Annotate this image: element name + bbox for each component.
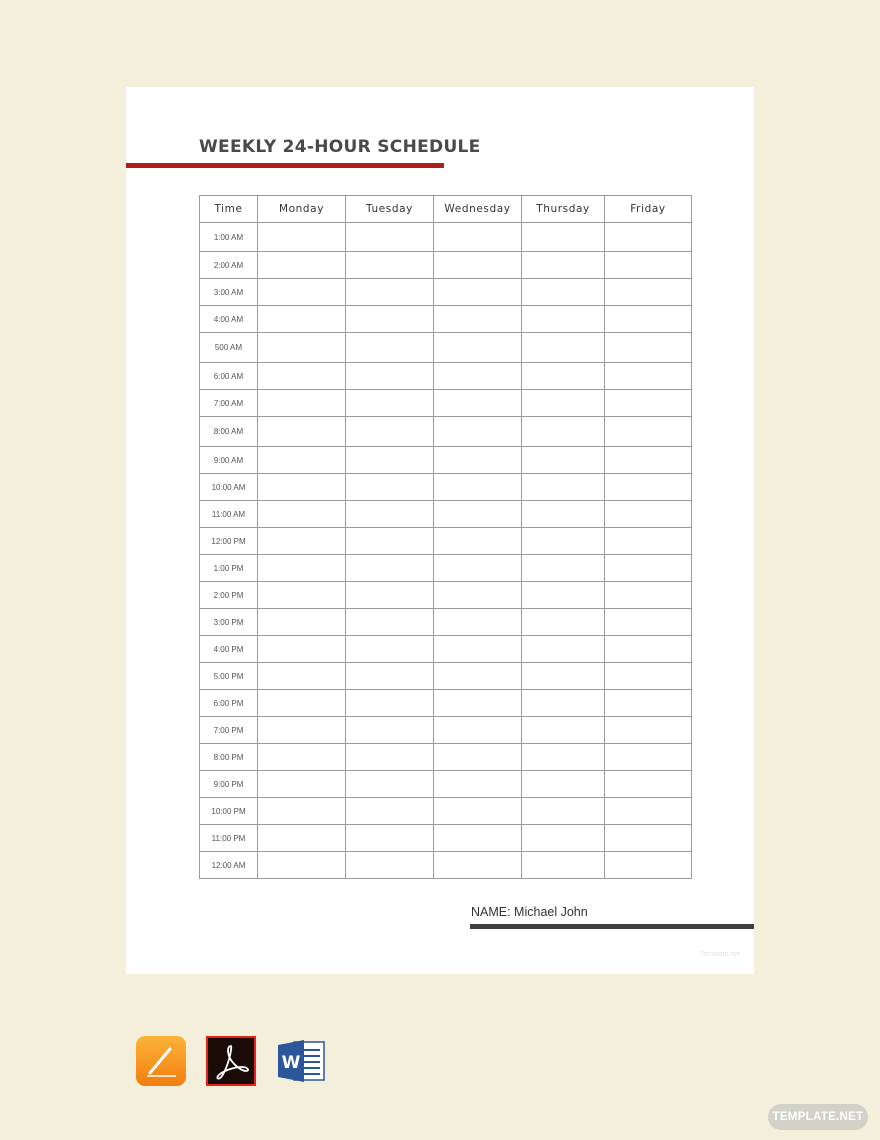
schedule-cell[interactable] [434,825,522,852]
schedule-cell[interactable] [258,825,346,852]
schedule-cell[interactable] [258,744,346,771]
schedule-cell[interactable] [346,717,434,744]
schedule-cell[interactable] [434,798,522,825]
table-row [200,501,692,528]
watermark-text: Template.net [699,951,740,958]
schedule-cell[interactable] [434,663,522,690]
schedule-cell[interactable] [605,798,692,825]
schedule-cell[interactable] [346,555,434,582]
schedule-cell[interactable] [605,306,692,333]
schedule-cell[interactable] [522,717,605,744]
schedule-cell[interactable] [522,306,605,333]
time-cell: 3:00 AM [200,279,258,306]
schedule-cell[interactable] [605,582,692,609]
schedule-cell[interactable] [258,447,346,474]
time-cell: 12:00 PM [200,528,258,555]
schedule-cell[interactable] [605,279,692,306]
template-net-badge[interactable]: TEMPLATE.NET [768,1104,868,1130]
schedule-cell[interactable] [522,333,605,363]
schedule-cell[interactable] [605,744,692,771]
schedule-cell[interactable] [258,223,346,252]
schedule-cell[interactable] [346,771,434,798]
schedule-cell[interactable] [258,771,346,798]
table-row [200,798,692,825]
schedule-cell[interactable] [346,690,434,717]
column-header: Thursday [522,196,605,223]
schedule-cell[interactable] [346,333,434,363]
acrobat-icon[interactable] [206,1036,256,1086]
time-cell: 2:00 PM [200,582,258,609]
time-cell: 11:00 PM [200,825,258,852]
table-row [200,744,692,771]
schedule-cell[interactable] [522,609,605,636]
table-row [200,252,692,279]
schedule-cell[interactable] [434,771,522,798]
table-row [200,447,692,474]
schedule-cell[interactable] [605,417,692,447]
schedule-cell[interactable] [346,417,434,447]
word-icon[interactable] [276,1036,326,1086]
time-cell: 6:00 AM [200,363,258,390]
schedule-cell[interactable] [258,852,346,879]
schedule-cell[interactable] [258,390,346,417]
time-cell: 9:00 PM [200,771,258,798]
schedule-cell[interactable] [258,474,346,501]
table-row [200,223,692,252]
schedule-cell[interactable] [258,279,346,306]
schedule-table [199,195,692,879]
schedule-cell[interactable] [605,609,692,636]
column-header: Wednesday [434,196,522,223]
schedule-cell[interactable] [346,501,434,528]
schedule-cell[interactable] [522,744,605,771]
acrobat-logo-icon [208,1038,254,1084]
schedule-cell[interactable] [605,771,692,798]
title-underline [126,163,444,168]
schedule-cell[interactable] [522,528,605,555]
schedule-cell[interactable] [346,390,434,417]
schedule-cell[interactable] [522,690,605,717]
schedule-cell[interactable] [605,717,692,744]
schedule-cell[interactable] [346,306,434,333]
table-row [200,528,692,555]
table-row [200,306,692,333]
time-cell: 3:00 PM [200,609,258,636]
schedule-cell[interactable] [522,474,605,501]
schedule-cell[interactable] [522,852,605,879]
schedule-cell[interactable] [434,528,522,555]
schedule-cell[interactable] [434,555,522,582]
page-title: WEEKLY 24-HOUR SCHEDULE [199,137,481,157]
schedule-cell[interactable] [605,474,692,501]
table-row [200,474,692,501]
time-cell: 4:00 PM [200,636,258,663]
schedule-cell[interactable] [258,717,346,744]
table-row [200,690,692,717]
schedule-cell[interactable] [346,744,434,771]
table-row [200,417,692,447]
schedule-cell[interactable] [605,528,692,555]
schedule-cell[interactable] [522,636,605,663]
schedule-cell[interactable] [258,798,346,825]
schedule-cell[interactable] [522,447,605,474]
schedule-cell[interactable] [522,363,605,390]
table-row [200,555,692,582]
schedule-cell[interactable] [434,744,522,771]
header-row [200,196,692,223]
table-row [200,390,692,417]
schedule-cell[interactable] [258,417,346,447]
schedule-cell[interactable] [434,582,522,609]
time-cell: 1:00 PM [200,555,258,582]
schedule-cell[interactable] [346,279,434,306]
schedule-cell[interactable] [434,717,522,744]
time-cell: 10:00 PM [200,798,258,825]
schedule-cell[interactable] [434,474,522,501]
schedule-cell[interactable] [522,582,605,609]
schedule-cell[interactable] [434,609,522,636]
time-cell: 6:00 PM [200,690,258,717]
schedule-sheet [126,87,754,974]
time-cell: 4:00 AM [200,306,258,333]
schedule-cell[interactable] [346,363,434,390]
schedule-cell[interactable] [258,609,346,636]
schedule-cell[interactable] [346,798,434,825]
time-cell: 8:00 PM [200,744,258,771]
schedule-cell[interactable] [605,663,692,690]
schedule-cell[interactable] [346,474,434,501]
schedule-cell[interactable] [434,447,522,474]
table-row [200,609,692,636]
column-header: Friday [605,196,692,223]
schedule-cell[interactable] [346,609,434,636]
table-row [200,636,692,663]
time-cell: 500 AM [200,333,258,363]
schedule-cell[interactable] [605,252,692,279]
table-row [200,771,692,798]
schedule-cell[interactable] [605,223,692,252]
time-cell: 1:00 AM [200,223,258,252]
schedule-cell[interactable] [522,417,605,447]
schedule-cell[interactable] [605,363,692,390]
schedule-cell[interactable] [258,252,346,279]
table-row [200,852,692,879]
schedule-cell[interactable] [434,363,522,390]
schedule-cell[interactable] [258,690,346,717]
schedule-cell[interactable] [434,306,522,333]
time-cell: 2:00 AM [200,252,258,279]
time-cell: 8:00 AM [200,417,258,447]
schedule-cell[interactable] [346,825,434,852]
schedule-cell[interactable] [522,223,605,252]
schedule-cell[interactable] [258,528,346,555]
table-row [200,825,692,852]
schedule-cell[interactable] [522,771,605,798]
schedule-cell[interactable] [434,252,522,279]
schedule-cell[interactable] [605,501,692,528]
word-logo-icon [276,1036,326,1086]
schedule-cell[interactable] [522,663,605,690]
schedule-cell[interactable] [605,636,692,663]
schedule-cell[interactable] [434,852,522,879]
schedule-cell[interactable] [346,663,434,690]
pages-icon[interactable] [136,1036,186,1086]
schedule-cell[interactable] [522,501,605,528]
schedule-cell[interactable] [605,555,692,582]
pencil-icon [136,1036,186,1086]
schedule-cell[interactable] [434,636,522,663]
column-header: Tuesday [346,196,434,223]
schedule-cell[interactable] [258,636,346,663]
schedule-cell[interactable] [522,252,605,279]
time-cell: 7:00 PM [200,717,258,744]
schedule-cell[interactable] [434,390,522,417]
table-row [200,363,692,390]
schedule-cell[interactable] [346,252,434,279]
schedule-cell[interactable] [605,333,692,363]
table-row [200,582,692,609]
schedule-cell[interactable] [346,447,434,474]
schedule-cell[interactable] [605,447,692,474]
schedule-cell[interactable] [522,390,605,417]
schedule-cell[interactable] [522,555,605,582]
schedule-cell[interactable] [258,363,346,390]
schedule-cell[interactable] [346,223,434,252]
time-cell: 7:00 AM [200,390,258,417]
time-cell: 12:00 AM [200,852,258,879]
schedule-cell[interactable] [346,582,434,609]
schedule-cell[interactable] [258,306,346,333]
schedule-cell[interactable] [605,690,692,717]
svg-text:W: W [281,1053,301,1073]
table-row [200,333,692,363]
table-row [200,717,692,744]
time-cell: 11:00 AM [200,501,258,528]
schedule-cell[interactable] [522,798,605,825]
schedule-cell[interactable] [434,501,522,528]
schedule-cell[interactable] [434,333,522,363]
table-row [200,663,692,690]
column-header: Time [200,196,258,223]
name-field-label: NAME: Michael John [471,905,588,919]
name-underline [470,924,754,929]
time-cell: 9:00 AM [200,447,258,474]
schedule-cell[interactable] [258,333,346,363]
time-cell: 5:00 PM [200,663,258,690]
column-header: Monday [258,196,346,223]
table-row [200,279,692,306]
schedule-cell[interactable] [258,582,346,609]
schedule-cell[interactable] [434,417,522,447]
schedule-cell[interactable] [605,825,692,852]
schedule-cell[interactable] [258,663,346,690]
schedule-cell[interactable] [605,852,692,879]
schedule-cell[interactable] [346,528,434,555]
schedule-cell[interactable] [434,223,522,252]
schedule-cell[interactable] [258,501,346,528]
schedule-cell[interactable] [522,825,605,852]
time-cell: 10:00 AM [200,474,258,501]
schedule-cell[interactable] [522,279,605,306]
schedule-cell[interactable] [258,555,346,582]
schedule-cell[interactable] [346,852,434,879]
schedule-cell[interactable] [434,279,522,306]
schedule-cell[interactable] [434,690,522,717]
schedule-cell[interactable] [346,636,434,663]
schedule-cell[interactable] [605,390,692,417]
